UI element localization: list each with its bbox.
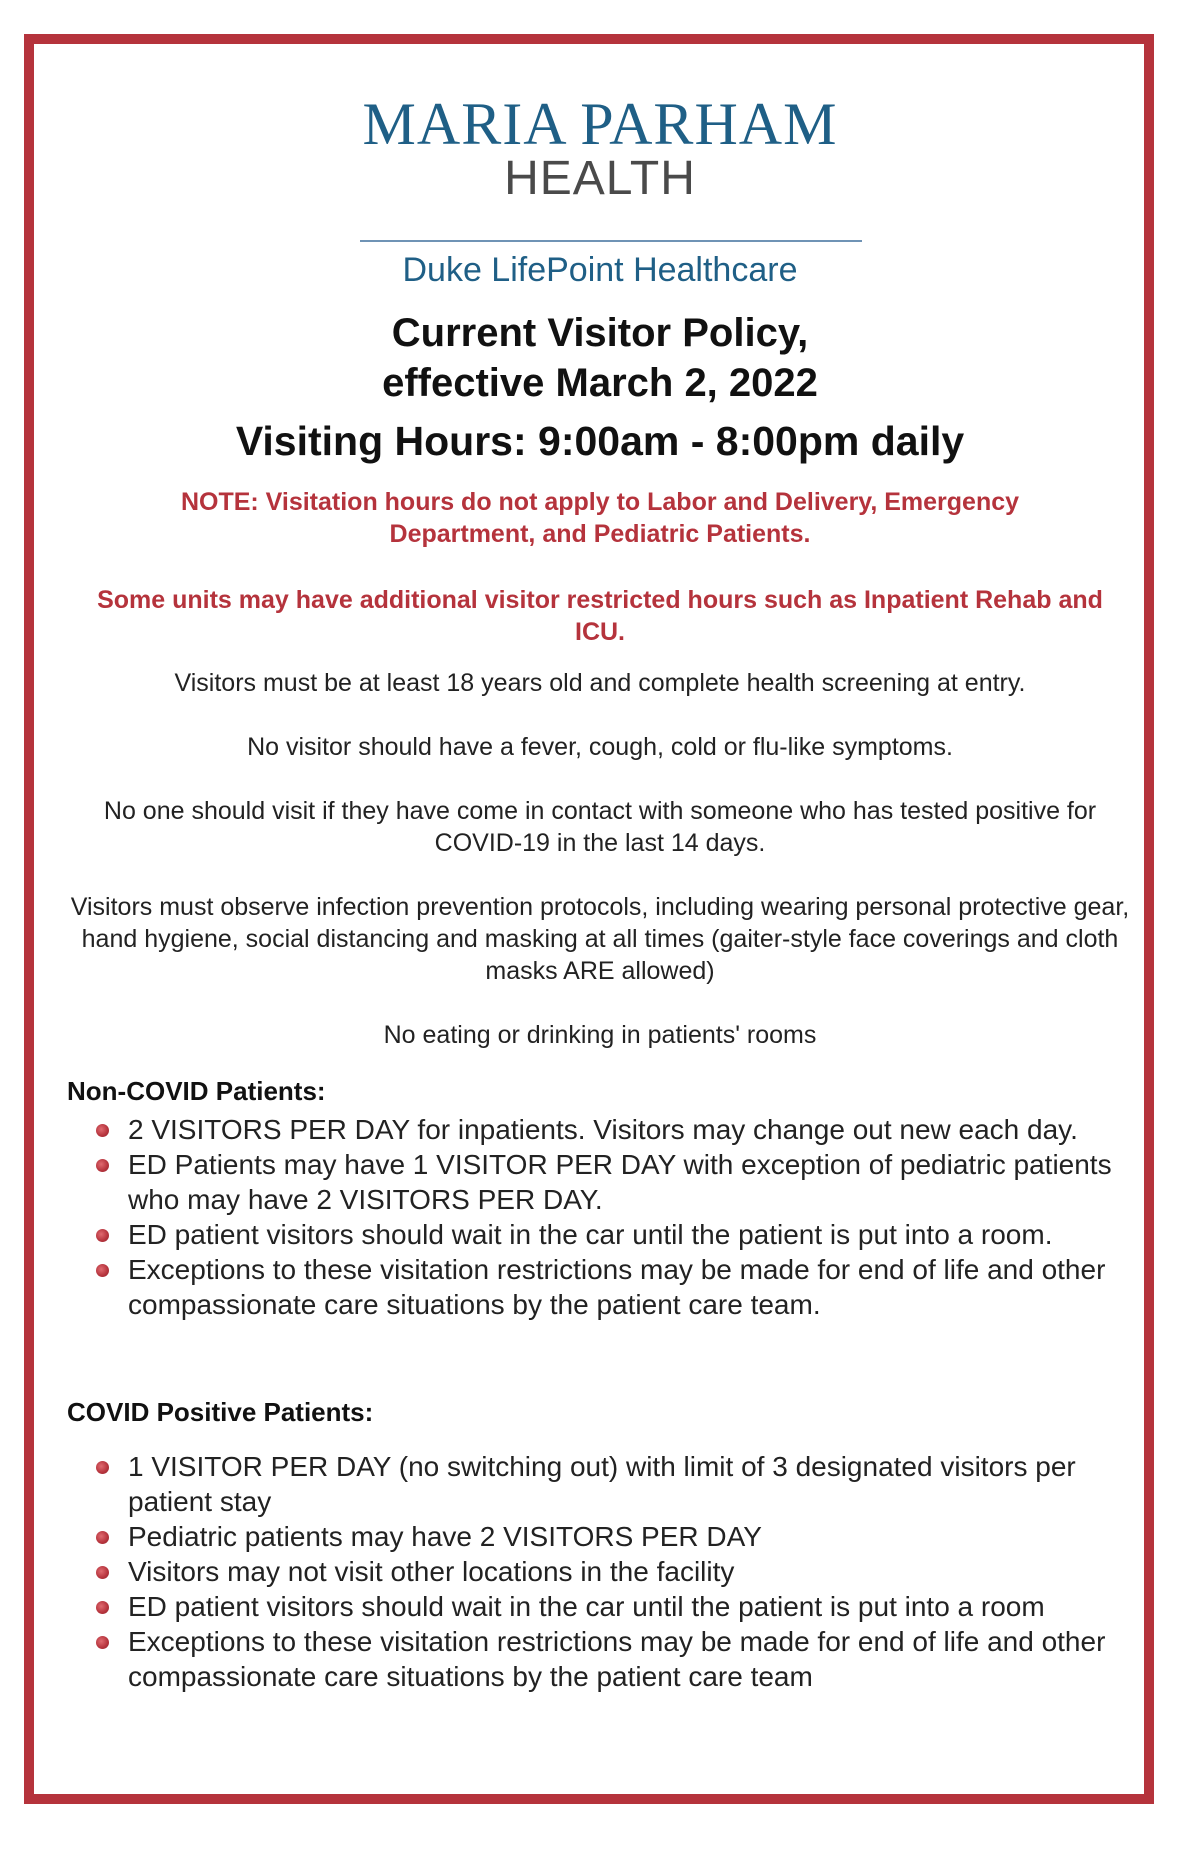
rule-covid-contact: No one should visit if they have come in contact with someone who has tested positive for COVID-19 in the last 14 days. xyxy=(103,797,1097,857)
list-item xyxy=(94,1252,1134,1322)
bullet-icon xyxy=(96,1124,109,1137)
visiting-hours: Visiting Hours: 9:00am - 8:00pm daily xyxy=(235,418,965,464)
bullet-icon xyxy=(96,1566,109,1579)
logo-subname: HEALTH xyxy=(504,152,696,205)
rule-no-eating: No eating or drinking in patients' rooms xyxy=(383,1021,817,1049)
policy-title-line1: Current Visitor Policy, xyxy=(391,311,809,355)
note-unit-restrictions: Some units may have additional visitor restricted hours such as Inpatient Rehab and ICU. xyxy=(97,586,1103,646)
list-item xyxy=(94,1217,1134,1252)
list-item-text: Exceptions to these visitation restrictions may be made for end of life and other compassionate care situations by the patient care team. xyxy=(128,1254,1106,1320)
list-item-text: Pediatric patients may have 2 VISITORS PER DAY xyxy=(128,1521,762,1552)
rule-age-screening: Visitors must be at least 18 years old and complete health screening at entry. xyxy=(174,669,1026,697)
bullet-icon xyxy=(96,1601,109,1614)
rule-symptoms: No visitor should have a fever, cough, cold or flu-like symptoms. xyxy=(247,733,953,761)
list-item-text: ED patient visitors should wait in the car until the patient is put into a room. xyxy=(128,1219,1053,1250)
bullet-icon xyxy=(96,1461,109,1474)
list-item-text: 1 VISITOR PER DAY (no switching out) with limit of 3 designated visitors per patient stay xyxy=(128,1451,1076,1517)
policy-title-line2: effective March 2, 2022 xyxy=(382,361,818,405)
list-item xyxy=(94,1112,1134,1147)
list-item-text: Exceptions to these visitation restrictions may be made for end of life and other compassionate care situations by the patient care team xyxy=(128,1626,1106,1692)
list-item xyxy=(94,1519,1134,1554)
note-hours-exception: NOTE: Visitation hours do not apply to Labor and Delivery, Emergency Department, and Pediatric Patients. xyxy=(180,488,1020,548)
covid-heading: COVID Positive Patients: xyxy=(67,1397,374,1427)
list-item xyxy=(94,1589,1134,1624)
list-item-text: 2 VISITORS PER DAY for inpatients. Visitors may change out new each day. xyxy=(128,1114,1078,1145)
bullet-icon xyxy=(96,1264,109,1277)
bullet-icon xyxy=(96,1531,109,1544)
non-covid-list xyxy=(94,1112,1134,1322)
list-item xyxy=(94,1554,1134,1589)
list-item-text: ED patient visitors should wait in the car until the patient is put into a room xyxy=(128,1591,1045,1622)
list-item xyxy=(94,1449,1134,1519)
logo-divider xyxy=(360,240,862,242)
logo-tagline: Duke LifePoint Healthcare xyxy=(402,251,798,289)
bullet-icon xyxy=(96,1229,109,1242)
bullet-icon xyxy=(96,1636,109,1649)
list-item xyxy=(94,1624,1134,1694)
list-item xyxy=(94,1147,1134,1217)
non-covid-heading: Non-COVID Patients: xyxy=(67,1076,326,1106)
bullet-icon xyxy=(96,1159,109,1172)
list-item-text: ED Patients may have 1 VISITOR PER DAY with exception of pediatric patients who may have 2 VISITORS PER DAY. xyxy=(128,1149,1112,1215)
rule-infection-prevention: Visitors must observe infection prevention protocols, including wearing personal protective gear, hand hygiene, social distancing and masking at all times (gaiter-style face coverings and cloth masks ARE allowed) xyxy=(70,893,1130,985)
covid-list xyxy=(94,1449,1134,1694)
logo-name: MARIA PARHAM xyxy=(362,91,838,157)
list-item-text: Visitors may not visit other locations in the facility xyxy=(128,1556,735,1587)
